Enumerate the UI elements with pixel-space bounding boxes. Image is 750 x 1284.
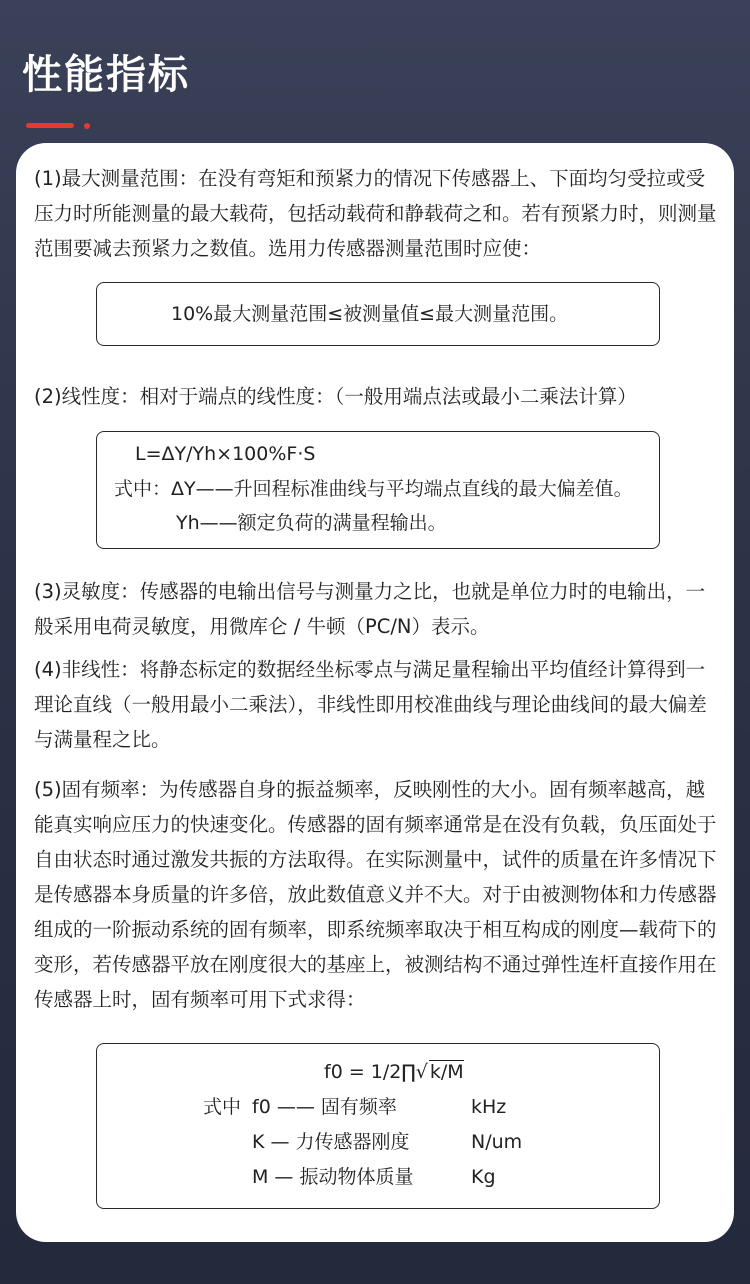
- section-nonlinearity-text: (4)非线性：将静态标定的数据经坐标零点与满足量程输出平均值经计算得到一理论直线（一般用最小二乘法），非线性即用校准曲线与理论曲线间的最大偏差与满量程之比。: [34, 658, 707, 751]
- page-title: 性能指标: [22, 52, 190, 98]
- unit-m: Kg: [471, 1166, 496, 1188]
- term-k: K — 力传感器刚度: [252, 1131, 410, 1153]
- range-formula: 10%最大测量范围≤被测量值≤最大测量范围。: [171, 303, 569, 325]
- linearity-formula: L=ΔY/Yh×100%F·S: [135, 443, 316, 465]
- title-accent-dot: [84, 123, 90, 129]
- section-sensitivity-text: (3)灵敏度：传感器的电输出信号与测量力之比，也就是单位力时的电输出，一般采用电荷灵敏度，用微库仑 / 牛顿（PC/N）表示。: [34, 580, 706, 638]
- linearity-formula-box: [96, 431, 660, 549]
- unit-k: N/um: [471, 1131, 523, 1153]
- section-natural-frequency-text: (5)固有频率：为传感器自身的振益频率，反映刚性的大小。固有频率越高，越能真实响应压力的快速变化。传感器的固有频率通常是在没有负载，负压面处于自由状态时通过激发共振的方法取得。在实际测量中，试件的质量在许多情况下是传感器本身质量的许多倍，放此数值意义并不大。对于由被测物体和力传感器组成的一阶振动系统的固有频率，即系统频率取决于相互构成的刚度—载荷下的变形，若传感器平放在刚度很大的基座上，被测结构不通过弹性连杆直接作用在传感器上时，固有频率可用下式求得：: [34, 778, 717, 1011]
- frequency-formula: [324, 1058, 464, 1086]
- root-sign: √: [415, 1061, 428, 1083]
- formula-radicand: k/M: [429, 1061, 464, 1083]
- unit-f0: kHz: [471, 1096, 507, 1118]
- term-f0: f0 —— 固有频率: [252, 1096, 397, 1118]
- title-accent-bar: [26, 123, 74, 128]
- term-m: M — 振动物体质量: [252, 1166, 414, 1188]
- section-range-text: (1)最大测量范围：在没有弯矩和预紧力的情况下传感器上、下面均匀受拉或受压力时所能测量的最大载荷，包括动载荷和静载荷之和。若有预紧力时，则测量范围要减去预紧力之数值。选用力传感器测量范围时应使：: [34, 167, 717, 260]
- frequency-formula-box: [96, 1043, 660, 1209]
- linearity-definition-yh: Yh——额定负荷的满量程输出。: [176, 512, 447, 534]
- range-formula-box: [96, 282, 660, 346]
- formula-left: f0 = 1/2∏: [324, 1061, 416, 1083]
- content-card: [16, 143, 734, 1242]
- section-linearity-text: (2)线性度：相对于端点的线性度：（一般用端点法或最小二乘法计算）: [34, 385, 637, 408]
- formula-prefix: 式中: [203, 1096, 242, 1118]
- linearity-definition-delta: 式中：ΔY——升回程标准曲线与平均端点直线的最大偏差值。: [114, 478, 633, 500]
